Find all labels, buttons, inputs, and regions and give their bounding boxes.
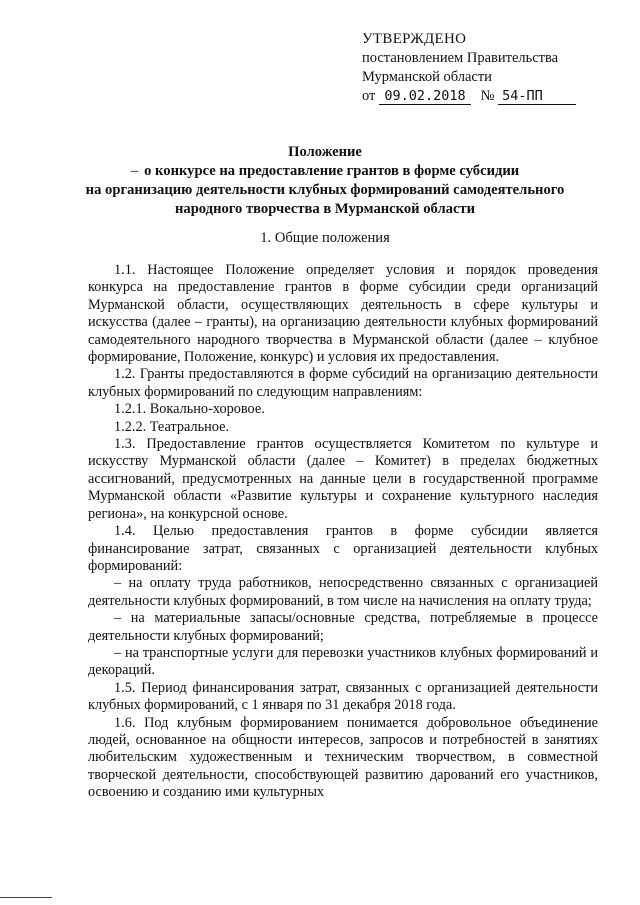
paragraph-1-1: 1.1. Настоящее Положение определяет условия и порядок проведения конкурса на предоставление грантов в форме субсидии среди организаций Мурманской области, осуществляющих деятельность в сфере культуры и искусства (далее – гранты), на организацию деятельности клубных формирований самодеятельного народного творчества в Мурманской области (далее – клубное формирование, Положение, конкурс) и условия их предоставления. (88, 262, 598, 366)
approval-line-2: Мурманской области (362, 69, 492, 85)
paragraph-1-2-2: 1.2.2. Театральное. (114, 418, 230, 435)
approval-date-number-row (362, 87, 612, 106)
title-line-4: народного творчества в Мурманской области (174, 201, 476, 217)
title-line-3: на организацию деятельности клубных формирований самодеятельного (85, 182, 565, 198)
paragraph-1-2-1: 1.2.1. Вокально-хоровое. (114, 401, 265, 418)
approval-line-1: постановлением Правительства (362, 50, 559, 66)
from-label: от (362, 88, 376, 104)
list-item-labor: – на оплату труда работников, непосредственно связанных с организацией деятельности клубных формирований, в том числе на начисления на оплату труда; (88, 575, 598, 609)
paragraph-1-3: 1.3. Предоставление грантов осуществляется Комитетом по культуре и искусству Мурманской области (далее – Комитет) в пределах бюджетных ассигнований, предусмотренных на данные цели в государственной программе Мурманской области «Развитие культуры и сохранение культурного наследия региона», на конкурсной основе. (88, 436, 598, 522)
title-dash: – (130, 163, 139, 179)
approval-stamp (362, 30, 612, 106)
approval-number: 54-ПП (498, 89, 576, 105)
document-body (88, 262, 598, 802)
list-item-transport: – на транспортные услуги для перевозки участников клубных формирований и декораций. (88, 644, 598, 679)
title-line-2: – о конкурсе на предоставление грантов в форме субсидии (130, 163, 520, 179)
paragraph-1-2: 1.2. Гранты предоставляются в форме субсидий на организацию деятельности клубных формирований по следующим направлениям: (88, 366, 598, 400)
approval-heading: УТВЕРЖДЕНО (362, 31, 467, 47)
list-item-materials: – на материальные запасы/основные средства, потребляемые в процессе деятельности клубных формирований; (88, 610, 598, 644)
paragraph-1-4: 1.4. Целью предоставления грантов в форме субсидии является финансирование затрат, связанных с организацией деятельности клубных формирований: (88, 523, 598, 574)
document-title (60, 143, 590, 219)
section-heading: 1. Общие положения (260, 230, 390, 246)
approval-date: 09.02.2018 (379, 89, 471, 105)
paragraph-1-6: 1.6. Под клубным формированием понимается добровольное объединение людей, основанное на общности интересов, запросов и потребностей в занятиях любительским художественным и техническим творчеством, в совместной творческой деятельности, способствующей развитию дарований его участников, освоению и созданию ими культурных (88, 714, 598, 801)
title-line-1: Положение (288, 144, 362, 160)
footer-rule (0, 897, 52, 898)
number-label: № (480, 88, 495, 104)
paragraph-1-5: 1.5. Период финансирования затрат, связанных с организацией деятельности клубных формирований, с 1 января по 31 декабря 2018 года. (88, 679, 598, 714)
